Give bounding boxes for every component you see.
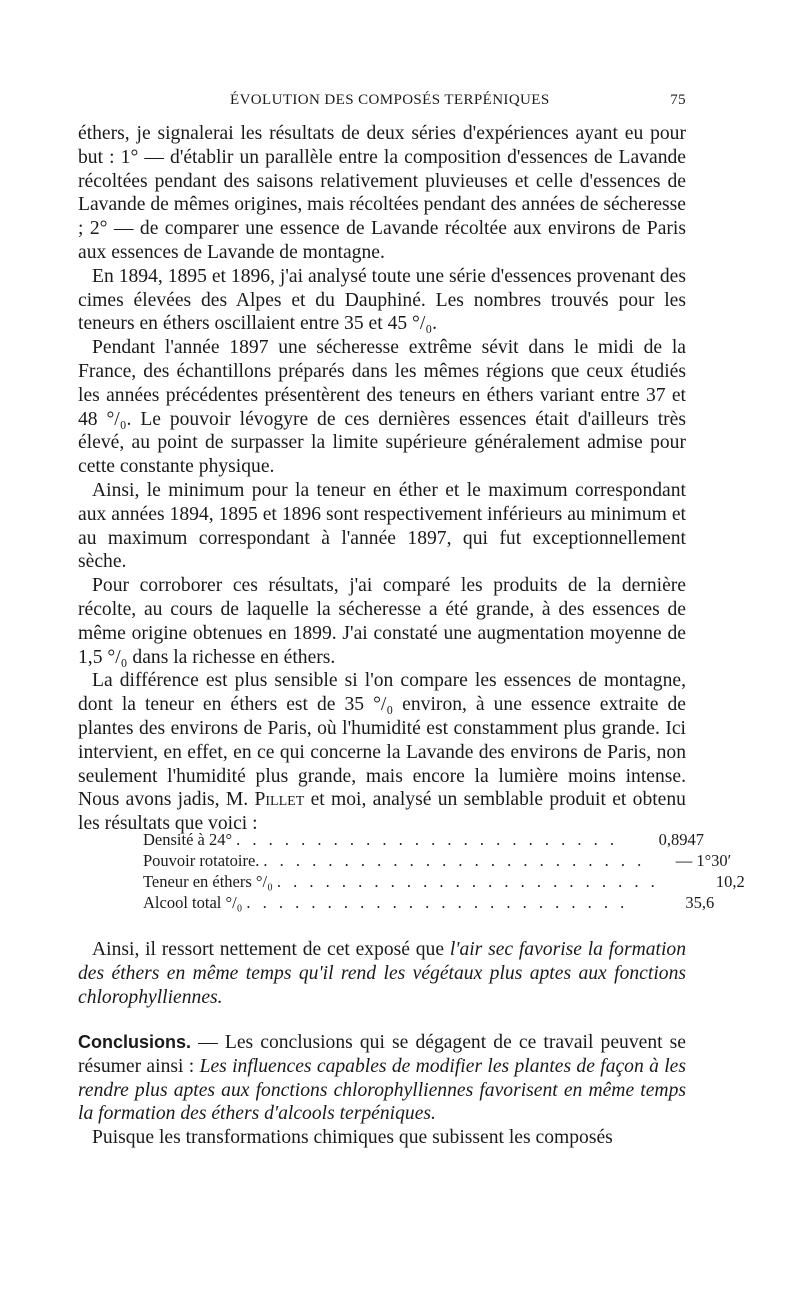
page-number: 75 xyxy=(670,92,686,108)
results-table xyxy=(143,829,745,913)
paragraph: Pour corroborer ces résultats, j'ai comparé les produits de la dernière récolte, au cours de laquelle la sécheresse a été grande, à des essences de même origine obtenues en 1899. J'ai constaté une augmentation moyenne de 1,5 °/₀ dans la richesse en éthers. xyxy=(78,575,686,668)
row-label: Densité à 24° xyxy=(143,830,233,849)
table-row xyxy=(143,892,715,913)
row-label: Pouvoir rotatoire. xyxy=(143,851,260,870)
body-text xyxy=(78,122,686,836)
conclusion-sentence xyxy=(78,938,686,1009)
paragraph: Pendant l'année 1897 une sécheresse extrême sévit dans le midi de la France, des échantillons préparés dans les mêmes régions que ceux étudiés les années précédentes présentèrent des teneurs en éthers variant entre 37 et 48 °/₀. Le pouvoir lévogyre de ces dernières essences était d'ailleurs très élevé, au point de surpasser la limite supérieure généralement admise pour cette constante physique. xyxy=(78,337,686,478)
paragraph-text: Ainsi, il ressort nettement de cet exposé que xyxy=(92,939,445,960)
row-value: 35,6 xyxy=(685,893,715,912)
emphasis-text: l'air sec favorise la formation des éthers en même temps qu'il rend les végétaux plus aptes aux fonctions chlorophylliennes. xyxy=(78,939,687,1008)
table-row xyxy=(143,829,704,850)
table-row xyxy=(143,850,732,871)
header-title: ÉVOLUTION DES COMPOSÉS TERPÉNIQUES xyxy=(230,92,550,108)
paragraph: Ainsi, le minimum pour la teneur en éther et le maximum correspondant aux années 1894, 1895 et 1896 sont respectivement inférieurs au minimum et au maximum correspondant à l'année 1897, qui fut exceptionnellement sèche. xyxy=(78,479,686,573)
author-name: Pillet xyxy=(254,789,305,811)
row-value: — 1°30′ xyxy=(675,851,732,870)
paragraph xyxy=(78,669,686,836)
paragraph: éthers, je signalerai les résultats de deux séries d'expériences ayant eu pour but : 1° — d'établir un parallèle entre la composition d'essences de Lavande récoltées pendant des saisons relativement pluvieuses et celle d'essences de Lavande de mêmes origines, mais récoltées pendant des années de sécheresse ; 2° — de comparer une essence de Lavande récoltée aux environs de Paris aux essences de Lavande de montagne. xyxy=(78,123,686,263)
row-value: 10,2 xyxy=(715,872,745,891)
conclusions-section xyxy=(78,1031,686,1150)
row-label: Teneur en éthers °/₀ xyxy=(143,872,273,891)
row-value: 0,8947 xyxy=(658,830,704,849)
paragraph-text: et moi, analysé un semblable produit et obtenu les résultats que voici : xyxy=(78,789,686,835)
leader-dots: . . . . . . . . . . . . . . . . . . . . . . . . xyxy=(246,893,629,912)
leader-dots: . . . . . . . . . . . . . . . . . . . . . . . . xyxy=(276,872,659,891)
paragraph xyxy=(78,1031,686,1126)
row-label: Alcool total °/₀ xyxy=(143,893,243,912)
section-heading: Conclusions. xyxy=(78,1032,192,1052)
leader-dots: . . . . . . . . . . . . . . . . . . . . . . . . xyxy=(263,851,646,870)
paragraph-text: La différence est plus sensible si l'on compare les essences de montagne, dont la teneur en éthers est de 35 °/₀ environ, à une essence extraite de plantes des environs de Paris, où l'humidité est constamment plus grande. Ici intervient, en effet, en ce qui concerne la Lavande des environs de Paris, non seulement l'humidité plus grande, mais encore la lumière moins intense. Nous avons jadis, M. xyxy=(78,670,686,811)
table-row xyxy=(143,871,745,892)
paragraph-text: — Les conclusions qui se dégagent de ce travail peuvent se résumer ainsi : xyxy=(78,1032,687,1077)
leader-dots: . . . . . . . . . . . . . . . . . . . . . . . . xyxy=(236,830,618,849)
paragraph xyxy=(78,938,686,1009)
paragraph: Puisque les transformations chimiques que subissent les composés xyxy=(92,1127,613,1149)
emphasis-text: Les influences capables de modifier les plantes de façon à les rendre plus aptes aux fonctions chlorophylliennes favorisent en même temps la formation des éthers d'alcools terpéniques. xyxy=(78,1055,686,1125)
paragraph: En 1894, 1895 et 1896, j'ai analysé toute une série d'essences provenant des cimes élevées des Alpes et du Dauphiné. Les nombres trouvés pour les teneurs en éthers oscillaient entre 35 et 45 °/₀. xyxy=(78,265,686,335)
